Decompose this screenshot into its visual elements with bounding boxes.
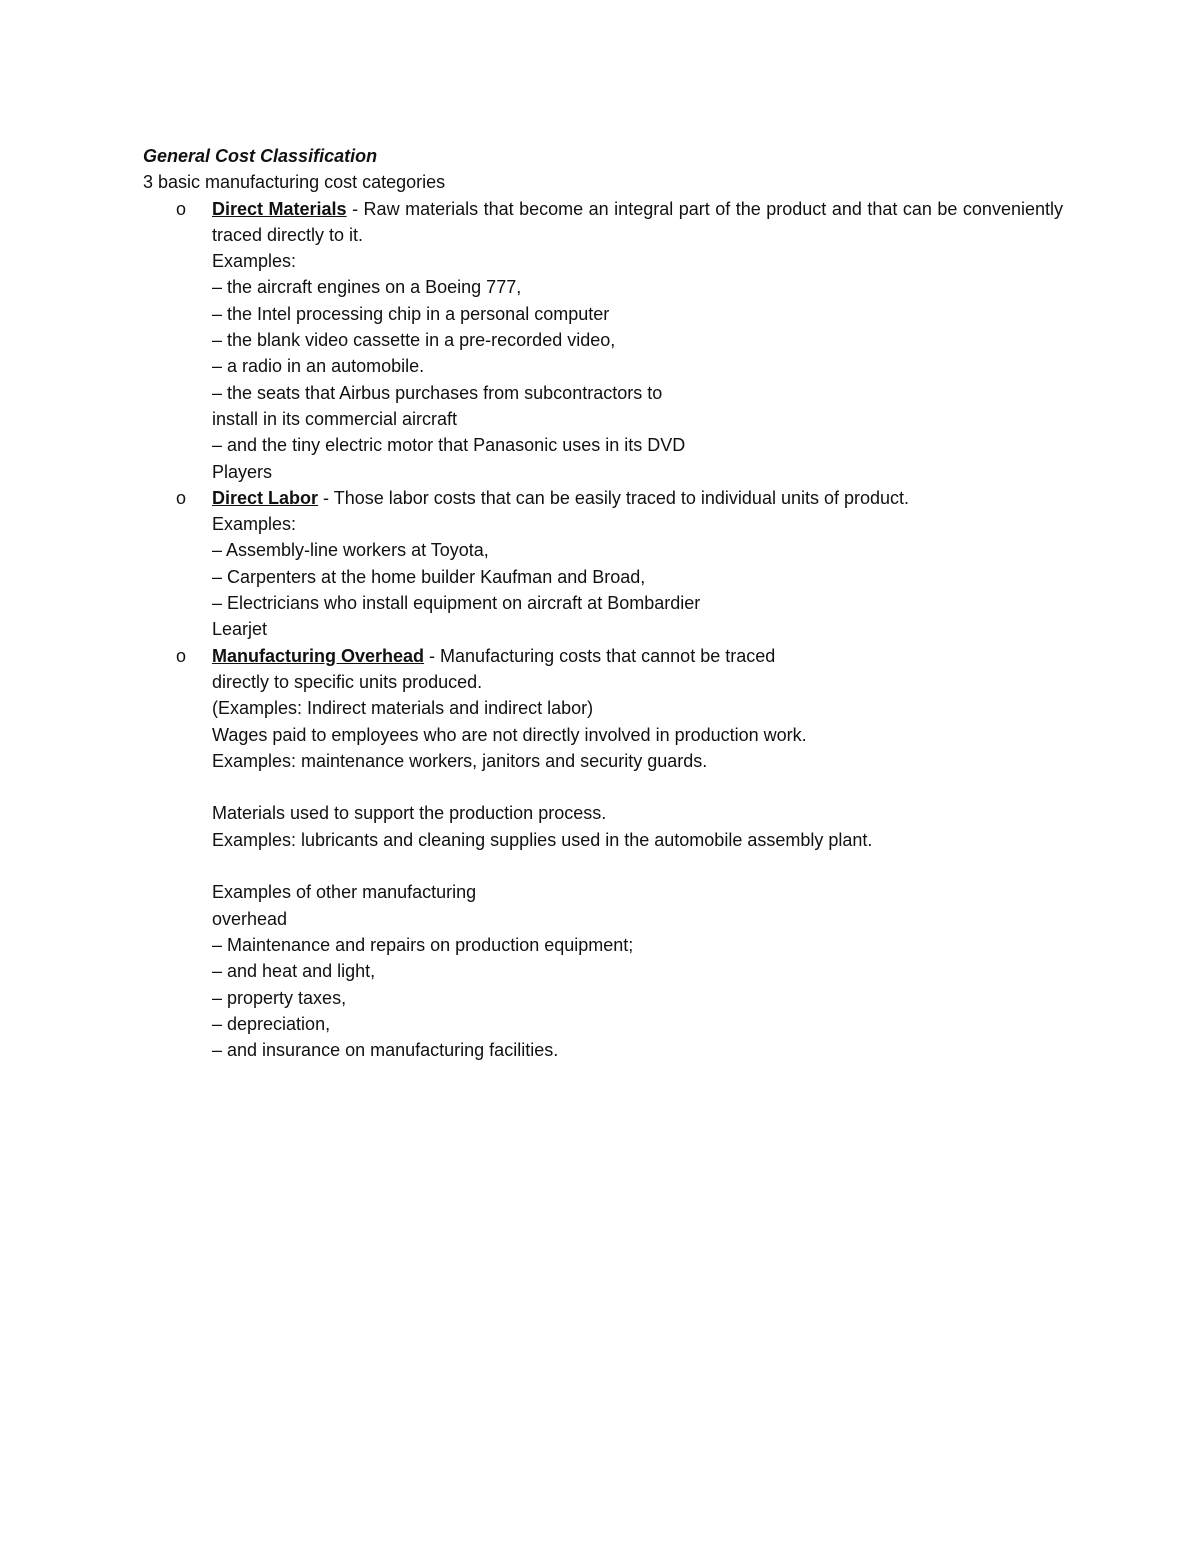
overhead-line: Materials used to support the production process. (212, 803, 607, 824)
bullet-marker: o (176, 198, 187, 219)
example-line: – the Intel processing chip in a personal computer (212, 303, 610, 324)
category-direct-labor (143, 485, 1063, 643)
category-heading (212, 485, 1063, 511)
bullet-marker: o (176, 487, 187, 508)
category-manufacturing-overhead (143, 643, 1063, 1064)
example-line: – Carpenters at the home builder Kaufman and Broad, (212, 566, 646, 587)
example-line: – and the tiny electric motor that Panasonic uses in its DVD (212, 435, 686, 456)
category-description: - Manufacturing costs that cannot be traced (424, 645, 776, 666)
category-name: Direct Labor (212, 487, 319, 508)
example-line: – Electricians who install equipment on aircraft at Bombardier (212, 593, 701, 614)
category-heading (212, 643, 1063, 669)
example-line: – the seats that Airbus purchases from subcontractors to (212, 382, 663, 403)
example-line: – the aircraft engines on a Boeing 777, (212, 277, 522, 298)
category-direct-materials (143, 196, 1063, 485)
example-line: – Assembly-line workers at Toyota, (212, 540, 489, 561)
example-line: Examples: (212, 514, 297, 535)
bullet-marker: o (176, 645, 187, 666)
example-line: Players (212, 461, 273, 482)
overhead-line: Examples: lubricants and cleaning supplies used in the automobile assembly plant. (212, 829, 873, 850)
overhead-line: – and insurance on manufacturing facilities. (212, 1040, 559, 1061)
overhead-line: – property taxes, (212, 987, 347, 1008)
example-line: install in its commercial aircraft (212, 408, 458, 429)
overhead-line: – and heat and light, (212, 961, 376, 982)
overhead-line: – depreciation, (212, 1013, 331, 1034)
overhead-line: Examples of other manufacturing (212, 882, 477, 903)
example-line: Learjet (212, 619, 268, 640)
example-line: – the blank video cassette in a pre-recorded video, (212, 330, 616, 351)
category-description: - Raw materials that become an integral part of the product and that can be conveniently traced directly to it. (212, 198, 1063, 245)
overhead-line: Wages paid to employees who are not directly involved in production work. (212, 724, 807, 745)
category-description: - Those labor costs that can be easily traced to individual units of product. (318, 487, 910, 508)
overhead-line: – Maintenance and repairs on production equipment; (212, 934, 634, 955)
overhead-line: Examples: maintenance workers, janitors and security guards. (212, 750, 708, 771)
overhead-line: (Examples: Indirect materials and indirect labor) (212, 698, 594, 719)
overhead-line: directly to specific units produced. (212, 671, 483, 692)
document-title: General Cost Classification (143, 146, 378, 166)
category-name: Manufacturing Overhead (212, 645, 425, 666)
example-line: – a radio in an automobile. (212, 356, 425, 377)
blank-line (212, 853, 1063, 879)
category-heading (212, 196, 1063, 249)
category-name: Direct Materials (212, 198, 347, 219)
blank-line (212, 774, 1063, 800)
overhead-line: overhead (212, 908, 288, 929)
intro-text: 3 basic manufacturing cost categories (143, 172, 446, 193)
example-line: Examples: (212, 251, 297, 272)
document-body (143, 143, 1063, 1063)
